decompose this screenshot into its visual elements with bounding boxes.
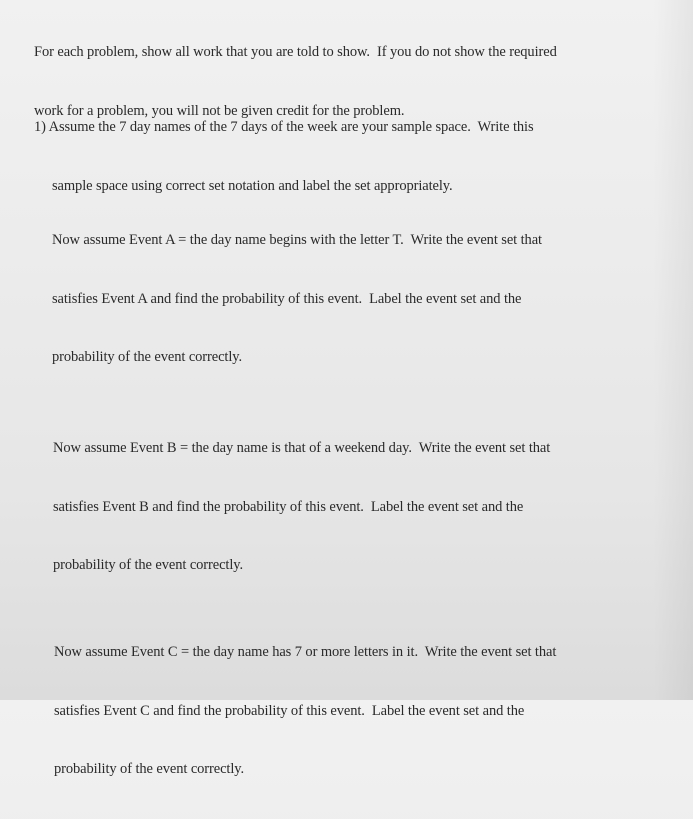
event-c-line: satisfies Event C and find the probability of this event. Label the event set and the [54, 702, 525, 719]
event-b-line: Now assume Event B = the day name is that of a weekend day. Write the event set that [53, 440, 551, 456]
problem-1-line: sample space using correct set notation and label the set appropriately. [52, 177, 453, 194]
event-a-line: Now assume Event A = the day name begins with the letter T. Write the event set that [52, 232, 542, 248]
event-b-line: probability of the event correctly. [53, 557, 244, 573]
event-b-paragraph [53, 400, 663, 615]
event-b-line: satisfies Event B and find the probability of this event. Label the event set and the [53, 498, 524, 515]
instructions-line: For each problem, show all work that you are told to show. If you do not show the required [34, 44, 557, 60]
event-c-paragraph [54, 604, 664, 819]
problem-1-line: 1) Assume the 7 day names of the 7 days of the week are your sample space. Write this [34, 119, 534, 135]
event-c-line: Now assume Event C = the day name has 7 or more letters in it. Write the event set that [54, 644, 557, 660]
event-a-paragraph [52, 192, 662, 407]
instructions-line: work for a problem, you will not be given credit for the problem. [34, 102, 405, 119]
event-a-line: satisfies Event A and find the probability of this event. Label the event set and the [52, 290, 522, 307]
event-c-line: probability of the event correctly. [54, 761, 245, 777]
event-a-line: probability of the event correctly. [52, 349, 243, 365]
